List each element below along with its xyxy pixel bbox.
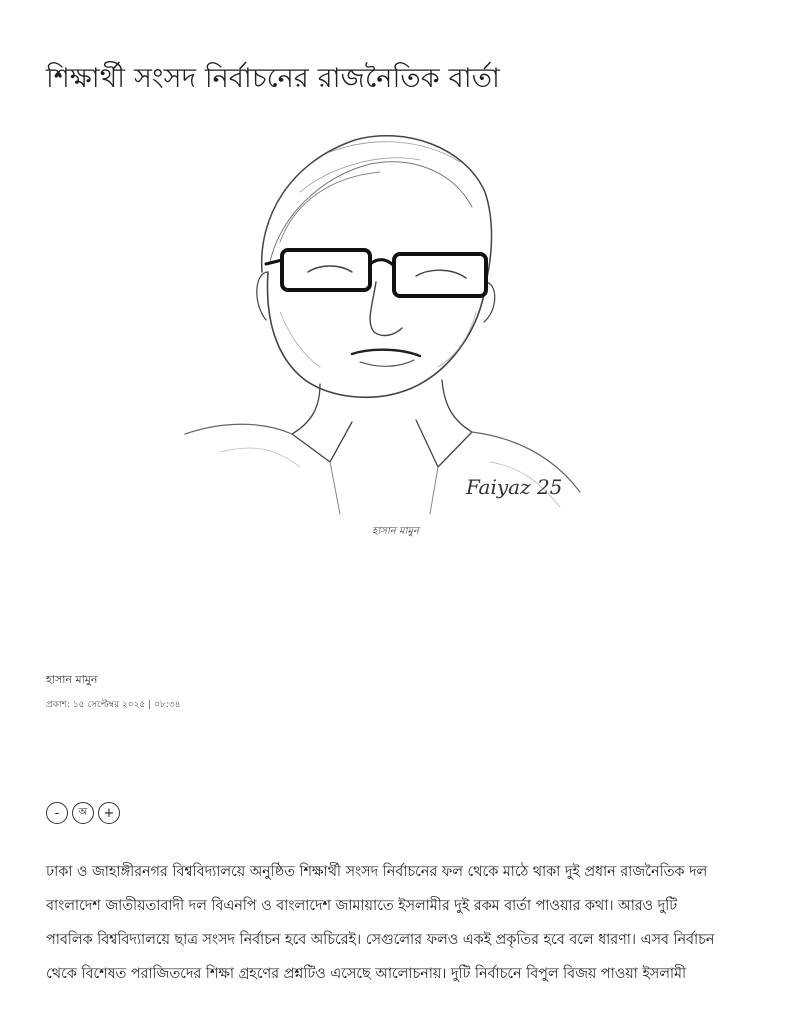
image-caption: হাসান মামুন	[372, 526, 419, 537]
font-decrease-button[interactable]: -	[46, 802, 68, 824]
article-paragraph-line: থেকে বিশেষত পরাজিতদের শিক্ষা গ্রহণের প্রশ্নটিও এসেছে আলোচনায়। দুটি নির্বাচনে বিপুল বিজয় পাওয়া ইসলামী	[46, 966, 687, 982]
portrait-sketch	[180, 122, 590, 522]
article-paragraph-line: পাবলিক বিশ্ববিদ্যালয়ে ছাত্র সংসদ নির্বাচন হবে অচিরেই। সেগুলোর ফলও একই প্রকৃতির হবে বলে ধারণা। এসব নির্বাচন	[46, 932, 715, 948]
article-body	[46, 855, 746, 991]
article-paragraph-line: বাংলাদেশ জাতীয়তাবাদী দল বিএনপি ও বাংলাদেশ জামায়াতে ইসলামীর দুই রকম বার্তা পাওয়ার কথা। আরও দুটি	[46, 898, 677, 914]
publish-date: প্রকাশ: ১৫ সেপ্টেম্বর ২০২৫ | ০৮:৩৪	[46, 700, 181, 710]
author-name[interactable]: হাসান মামুন	[46, 673, 98, 686]
font-size-controls	[46, 802, 120, 824]
font-reset-button[interactable]: অ	[72, 802, 94, 824]
article-headline: শিক্ষার্থী সংসদ নির্বাচনের রাজনৈতিক বার্তা	[46, 63, 501, 94]
author-portrait-illustration	[180, 122, 590, 522]
font-increase-button[interactable]: +	[98, 802, 120, 824]
artist-signature: Faiyaz 25	[466, 475, 563, 499]
article-paragraph-line: ঢাকা ও জাহাঙ্গীরনগর বিশ্ববিদ্যালয়ে অনুষ্ঠিত শিক্ষার্থী সংসদ নির্বাচনের ফল থেকে মাঠে থাকা দুই প্রধান রাজনৈতিক দল	[46, 864, 708, 880]
